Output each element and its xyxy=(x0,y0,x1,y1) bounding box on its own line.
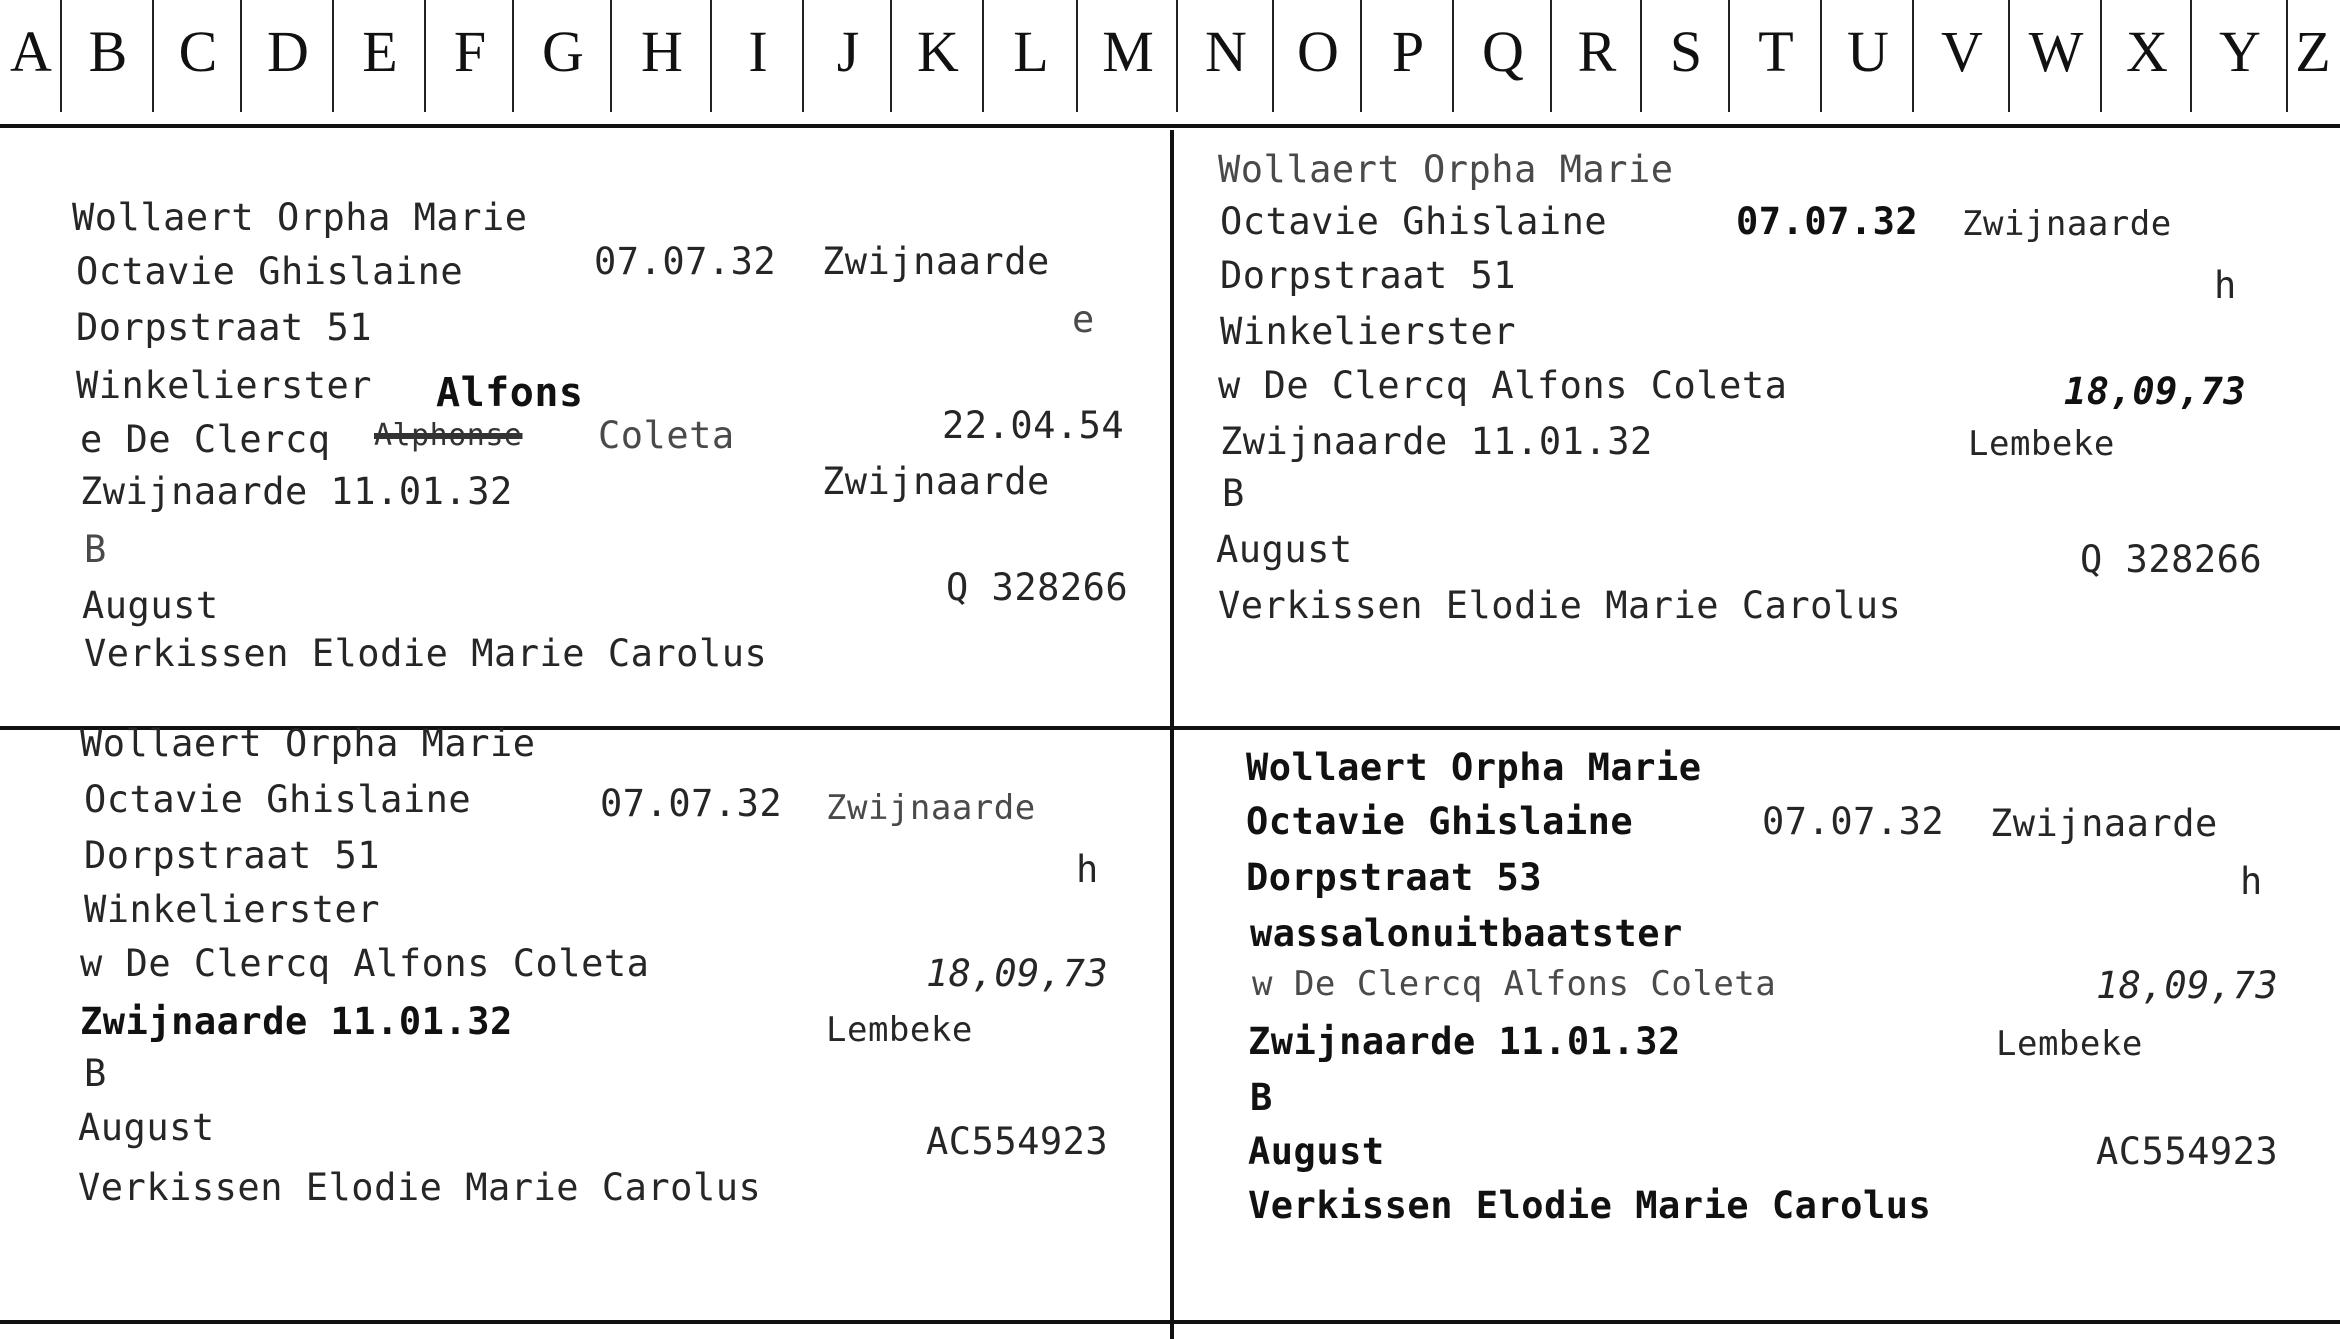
alphabet-letter-c: C xyxy=(154,0,242,124)
card-code: B xyxy=(84,1052,107,1095)
card-spouse-birth: Zwijnaarde 11.01.32 xyxy=(80,1000,513,1043)
card-mother: Verkissen Elodie Marie Carolus xyxy=(78,1166,762,1209)
alphabet-letter-a: A xyxy=(0,0,62,124)
card-status-code: e xyxy=(1072,298,1095,341)
card-first-names: Octavie Ghislaine xyxy=(84,778,472,821)
card-name: Wollaert Orpha Marie xyxy=(72,196,528,239)
card-code: B xyxy=(84,528,107,571)
card-birth-place: Zwijnaarde xyxy=(1962,204,2172,244)
card-birth-date: 07.07.32 xyxy=(1762,800,1945,843)
card-spouse-date: 18,09,73 xyxy=(926,952,1109,995)
alphabet-letter-m: M xyxy=(1078,0,1178,124)
alphabet-letter-f: F xyxy=(426,0,514,124)
alphabet-letter-e: E xyxy=(334,0,426,124)
card-address: Dorpstraat 53 xyxy=(1246,856,1543,899)
card-address: Dorpstraat 51 xyxy=(76,306,373,349)
alphabet-letter-s: S xyxy=(1642,0,1730,124)
card-spouse-date: 22.04.54 xyxy=(942,404,1125,447)
card-father: August xyxy=(1216,528,1353,571)
card-spouse-correction: Alfons xyxy=(436,370,584,416)
card-mother: Verkissen Elodie Marie Carolus xyxy=(1218,584,1902,627)
card-birth-date: 07.07.32 xyxy=(594,240,777,283)
card-father: August xyxy=(1248,1130,1385,1173)
card-reference: Q 328266 xyxy=(946,566,1129,609)
card-name: Wollaert Orpha Marie xyxy=(1218,148,1674,191)
card-reference: AC554923 xyxy=(2096,1130,2279,1173)
card-spouse: w De Clercq Alfons Coleta xyxy=(1218,364,1788,407)
card-spouse-prefix: e De Clercq xyxy=(80,418,331,461)
alphabet-letter-w: W xyxy=(2010,0,2102,124)
card-status-code: h xyxy=(2214,264,2237,307)
card-first-names: Octavie Ghislaine xyxy=(1246,800,1634,843)
alphabet-letter-u: U xyxy=(1822,0,1914,124)
card-name: Wollaert Orpha Marie xyxy=(80,722,536,765)
card-divider-bottom-left xyxy=(0,1320,1170,1324)
card-occupation: Winkelierster xyxy=(76,364,373,407)
card-mother: Verkissen Elodie Marie Carolus xyxy=(84,632,768,675)
alphabet-letter-i: I xyxy=(712,0,804,124)
card-spouse-place: Lembeke xyxy=(826,1010,973,1050)
card-birth-date: 07.07.32 xyxy=(600,782,783,825)
card-name: Wollaert Orpha Marie xyxy=(1246,746,1702,789)
card-code: B xyxy=(1250,1076,1273,1119)
card-divider-vertical xyxy=(1170,130,1174,1339)
card-code: B xyxy=(1222,472,1245,515)
alphabet-letter-t: T xyxy=(1730,0,1822,124)
alphabet-letter-r: R xyxy=(1552,0,1642,124)
card-mother: Verkissen Elodie Marie Carolus xyxy=(1248,1184,1932,1227)
card-status-code: h xyxy=(1076,848,1099,891)
card-reference: Q 328266 xyxy=(2080,538,2263,581)
card-occupation: Winkelierster xyxy=(1220,310,1517,353)
alphabet-letter-v: V xyxy=(1914,0,2010,124)
card-spouse-struck: Alphonse xyxy=(374,418,523,453)
card-spouse-birth: Zwijnaarde 11.01.32 xyxy=(1220,420,1653,463)
alphabet-index-strip xyxy=(0,0,2340,128)
alphabet-letter-j: J xyxy=(804,0,892,124)
card-occupation: Winkelierster xyxy=(84,888,381,931)
card-reference: AC554923 xyxy=(926,1120,1109,1163)
card-spouse-birth: Zwijnaarde 11.01.32 xyxy=(80,470,513,513)
card-birth-date: 07.07.32 xyxy=(1736,200,1919,243)
alphabet-letter-k: K xyxy=(892,0,984,124)
alphabet-letter-n: N xyxy=(1178,0,1274,124)
card-spouse-place: Zwijnaarde xyxy=(822,460,1050,503)
card-occupation: wassalonuitbaatster xyxy=(1250,912,1683,955)
card-first-names: Octavie Ghislaine xyxy=(76,250,464,293)
alphabet-letter-o: O xyxy=(1274,0,1362,124)
card-spouse-date: 18,09,73 xyxy=(2096,964,2279,1007)
card-spouse-place: Lembeke xyxy=(1968,424,2115,464)
card-spouse: w De Clercq Alfons Coleta xyxy=(1252,964,1777,1004)
card-status-code: h xyxy=(2240,860,2263,903)
card-spouse-suffix: Coleta xyxy=(598,414,735,457)
alphabet-letter-q: Q xyxy=(1454,0,1552,124)
alphabet-letter-l: L xyxy=(984,0,1078,124)
alphabet-letter-y: Y xyxy=(2192,0,2288,124)
alphabet-letter-g: G xyxy=(514,0,612,124)
alphabet-letter-z: Z xyxy=(2295,19,2331,84)
alphabet-letter-p: P xyxy=(1362,0,1454,124)
card-birth-place: Zwijnaarde xyxy=(822,240,1050,283)
card-spouse-place: Lembeke xyxy=(1996,1024,2143,1064)
card-address: Dorpstraat 51 xyxy=(84,834,381,877)
card-birth-place: Zwijnaarde xyxy=(826,788,1036,828)
card-divider-bottom-right xyxy=(1174,1320,2340,1324)
card-spouse: w De Clercq Alfons Coleta xyxy=(80,942,650,985)
card-address: Dorpstraat 51 xyxy=(1220,254,1517,297)
card-father: August xyxy=(82,584,219,627)
card-first-names: Octavie Ghislaine xyxy=(1220,200,1608,243)
card-birth-place: Zwijnaarde xyxy=(1990,802,2218,845)
alphabet-letter-h: H xyxy=(612,0,712,124)
alphabet-letter-b: B xyxy=(62,0,154,124)
card-father: August xyxy=(78,1106,215,1149)
card-spouse-birth: Zwijnaarde 11.01.32 xyxy=(1248,1020,1681,1063)
card-divider-horizontal-right xyxy=(1174,726,2340,730)
alphabet-letter-d: D xyxy=(242,0,334,124)
card-spouse-date: 18,09,73 xyxy=(2064,370,2247,413)
alphabet-letter-x: X xyxy=(2102,0,2192,124)
